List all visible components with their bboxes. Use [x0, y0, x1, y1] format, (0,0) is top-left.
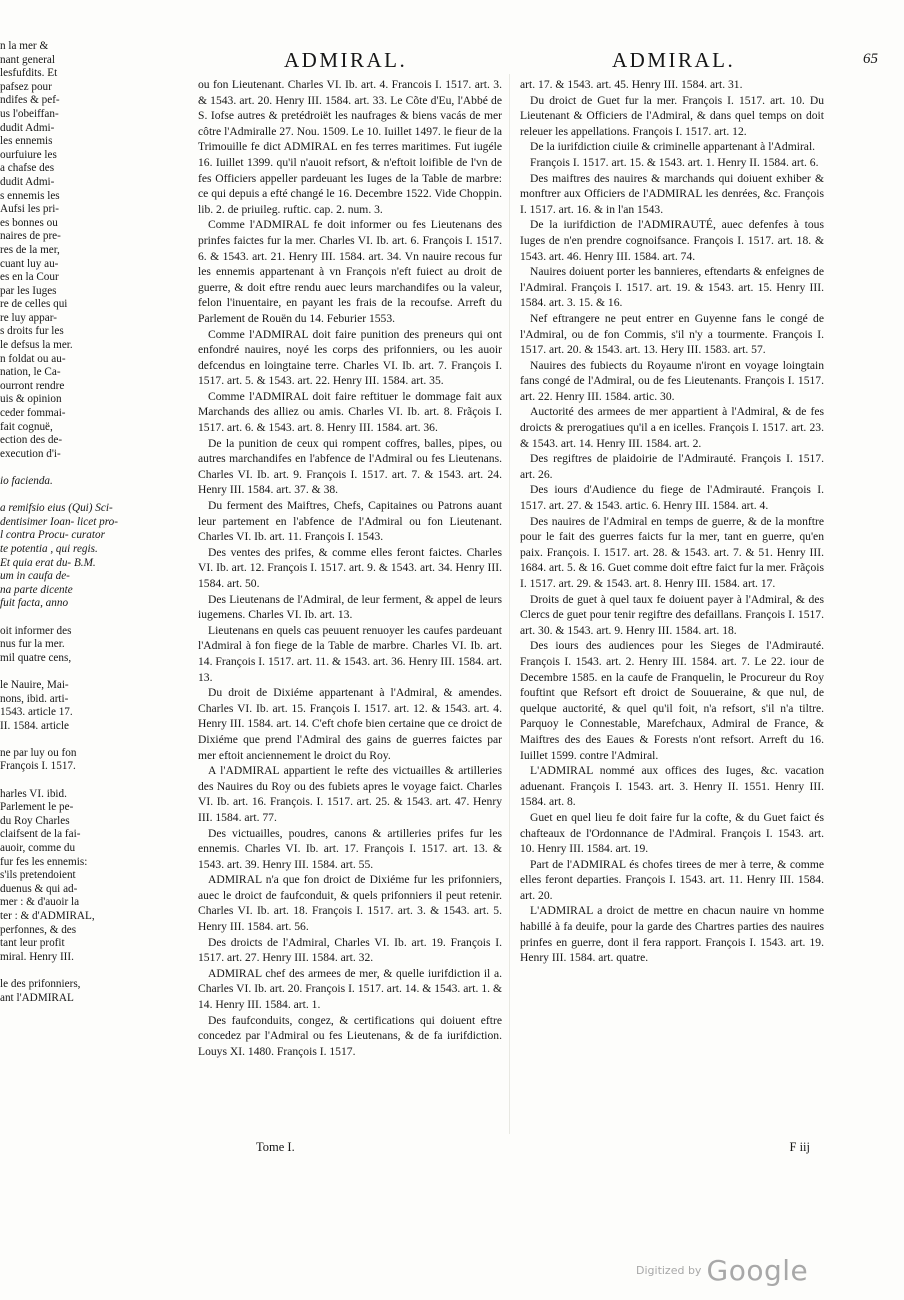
article-entry: Des regiftres de plaidoirie de l'Admirauté. François I. 1517. art. 26. — [520, 452, 824, 481]
margin-line: na parte dicente — [0, 583, 73, 596]
margin-line: duenus & qui ad- — [0, 882, 78, 895]
margin-line — [0, 665, 92, 679]
article-entry: Nef eftrangere ne peut entrer en Guyenne fans le congé de l'Admiral, ou de fon Commis, s'il n'y a tourmente. François I. 1517. art. 20. & 1543. art. 13. Hery III. 1583. art. 57. — [520, 311, 824, 357]
margin-line: s'ils pretendoient — [0, 869, 76, 882]
margin-line: le Nauire, Mai- — [0, 678, 69, 691]
margin-line: Aufsi les pri- — [0, 203, 60, 216]
margin-line: nons, ibid. arti- — [0, 692, 69, 705]
article-entry: Des Lieutenans de l'Admiral, de leur ferment, & appel de leurs iugemens. Charles VI. Ib. art. 13. — [198, 592, 502, 622]
margin-line: oit informer des — [0, 624, 72, 637]
volume-label: Tome I. — [256, 1140, 295, 1154]
margin-line: ndifes & pef- — [0, 94, 60, 107]
margin-line: s ennemis les — [0, 189, 60, 202]
margin-line — [0, 774, 92, 788]
margin-line: auoir, comme du — [0, 842, 76, 855]
margin-line: ceder fommai- — [0, 407, 66, 420]
margin-line: miral. Henry III. — [0, 950, 74, 963]
margin-line: mil quatre cens, — [0, 651, 72, 664]
signature-mark: F iij — [789, 1140, 810, 1154]
article-entry: art. 17. & 1543. art. 45. Henry III. 1584. art. 31. — [520, 78, 743, 91]
margin-line: res de la mer, — [0, 243, 60, 256]
margin-line: a chafse des — [0, 162, 55, 175]
margin-line: cuant luy au- — [0, 257, 59, 270]
page-footer — [198, 1140, 838, 1160]
margin-line — [0, 964, 92, 978]
article-entry: Auctorité des armees de mer appartient à l'Admiral, & de fes droicts & prerogatiues qu'il a en icelles. François I. 1517. art. 23. & 1543. art. 14. Henry III. 1584. art. 2. — [520, 405, 824, 450]
article-entry: Du ferment des Maiftres, Chefs, Capitaines ou Patrons auant leur partement en l'abfence de l'Admiral ou fon Lieutenant. Charles VI. Ib. art. 11. François I. 1543. — [198, 499, 502, 544]
margin-line: re luy appar- — [0, 311, 57, 324]
header-right-title: ADMIRAL. — [612, 48, 736, 72]
article-entry: ADMIRAL chef des armees de mer, & quelle iurifdiction il a. Charles VI. Ib. art. 20. François I. 1517. art. 14. & 1543. art. 1. & 14. Henry III. 1584. art. 1. — [198, 966, 502, 1012]
margin-line: nus fur la mer. — [0, 638, 65, 651]
margin-line: a remifsio eius (Qui) Sci- — [0, 502, 113, 515]
article-entry: Comme l'ADMIRAL doit faire punition des preneurs qui ont enfondré nauires, noyé les corps des prifonniers, ou les auoir defcendus en loingtaine terre. Charles VI. Ib. art. 7. François I. 1517. art. 5. & 1543. art. 22. Henry III. 1584. art. 35. — [198, 327, 502, 388]
left-column — [198, 77, 502, 1059]
article-entry: Du droit de Dixiéme appartenant à l'Admiral, & amendes. Charles VI. Ib. art. 15. François I. 1517. art. 12. & 1543. art. 4. Henry III. 1584. art. 14. C'eft chofe bien certaine que ce droict de Dixiéme que prend l'Admiral des gains de guerres faictes par mer eftoit anciennement le droict du Roy. — [198, 686, 502, 762]
right-column — [520, 77, 824, 966]
margin-line — [0, 611, 92, 625]
margin-line: François I. 1517. — [0, 760, 76, 773]
margin-line: es en la Cour — [0, 271, 59, 284]
margin-line: ant l'ADMIRAL — [0, 991, 74, 1004]
article-entry: De la iurifdiction de l'ADMIRAUTÉ, auec defenfes à tous Iuges de n'en prendre cognoifsance. François I. 1517. art. 18. & 1543. art. 46. Henry III. 1584. art. 74. — [520, 218, 824, 263]
article-entry: Nauires doiuent porter les bannieres, eftendarts & enfeignes de l'Admiral. François I. 1517. art. 19. & 1543. art. 15. Henry III. 1584. art. 3. 15. & 16. — [520, 265, 824, 310]
margin-line: dudit Admi- — [0, 121, 55, 134]
margin-line: um in caufa de- — [0, 570, 70, 583]
margin-line: us l'obeiffan- — [0, 107, 59, 120]
margin-line: fur fes les ennemis: — [0, 855, 88, 868]
margin-line: 1543. article 17. — [0, 706, 73, 719]
watermark-brand: Google — [706, 1254, 809, 1287]
article-entry: Des maiftres des nauires & marchands qui doiuent exhiber & monftrer aux Officiers de l'ADMIRAL les denrées, &c. François I. 1517. art. 16. & in l'an 1543. — [520, 171, 824, 216]
article-entry: Lieutenans en quels cas peuuent renuoyer les caufes pardeuant l'Admiral à fon fiege de la Table de marbre. Charles VI. Ib. art. 14. François I. 1517. art. 11. & 1543. art. 36. Henry III. 1584. art. 13. — [198, 623, 502, 684]
article-entry: Du droict de Guet fur la mer. François I. 1517. art. 10. Du Lieutenant & Officiers de l'Admiral, & dans quel temps on doit releuer les appellations. François I. 1517. art. 12. — [520, 93, 824, 138]
margin-line: le des prifonniers, — [0, 977, 81, 990]
article-entry: Comme l'ADMIRAL fe doit informer ou fes Lieutenans des prinfes faictes fur la mer. Charles VI. Ib. art. 6. François I. 1517. 6. & 1543. art. 21. Henry III. 1584. art. 34. Vn nauire recous fur les ennemis appartenant à vn François n'eft fuiect au droit de guerre, & doit eftre rendu auec leurs marchandifes ou la valeur, felon l'inuentaire, en payant les frais de la recoufse. Arreft du Parlement de Rouën du 14. Feburier 1553. — [198, 218, 502, 325]
previous-page-margin-fragment — [0, 40, 118, 1005]
margin-line: tant leur profit — [0, 937, 65, 950]
margin-line: II. 1584. article — [0, 719, 69, 732]
margin-line: ne par luy ou fon — [0, 746, 77, 759]
margin-line: dentisimer Ioan- licet pro- — [0, 515, 118, 528]
running-header — [200, 48, 878, 78]
margin-line: claifsent de la fai- — [0, 828, 81, 841]
article-entry: Des iours d'Audience du fiege de l'Admirauté. François I. 1517. art. 27. & 1543. artic. 6. Henry III. 1584. art. 4. — [520, 483, 824, 513]
article-entry: L'ADMIRAL a droict de mettre en chacun nauire vn homme habillé à fa deuife, pour la garde des Chartres parties des nauires prinfes en guerre, dont il fera rapport. François I. 1543. art. 19. Henry III. 1584. art. quatre. — [520, 904, 824, 965]
margin-line: io facienda. — [0, 475, 53, 487]
article-entry: A l'ADMIRAL appartient le refte des victuailles & artilleries des Nauires du Roy ou des fubiets apres le voyage faict. Charles VI. Ib. art. 16. François. I. 1517. art. 25. & 1543. art. 47. Henry III. 1584. art. 77. — [198, 764, 502, 824]
margin-line: uis & opinion — [0, 393, 62, 406]
margin-line: du Roy Charles — [0, 814, 70, 827]
article-entry: Part de l'ADMIRAL és chofes tirees de mer à terre, & comme elles feront departies. François I. 1543. art. 11. Henry III. 1584. art. 20. — [520, 857, 824, 902]
margin-line: naires de pre- — [0, 230, 61, 243]
margin-line: ourfuiure les — [0, 148, 57, 161]
article-entry: Des faufconduits, congez, & certifications qui doiuent eftre concedez par l'Admiral ou fes Lieutenans, & de fa iurifdiction. Louys XI. 1480. François I. 1517. — [198, 1013, 502, 1058]
margin-line — [0, 489, 92, 503]
margin-line: le defsus la mer. — [0, 339, 73, 352]
margin-line: re de celles qui — [0, 298, 68, 311]
margin-line: les ennemis — [0, 135, 53, 148]
margin-line: ter : & d'ADMIRAL, — [0, 910, 95, 922]
page-number: 65 — [863, 51, 878, 67]
article-entry: Comme l'ADMIRAL doit faire reftituer le dommage fait aux Marchands des alliez ou amis. Charles VI. Ib. art. 8. Frãçois I. 1517. art. 6. & 1543. art. 8. Henry III. 1584. art. 36. — [198, 389, 502, 435]
watermark-prefix: Digitized by — [636, 1264, 702, 1277]
margin-line: ourront rendre — [0, 379, 65, 392]
margin-line: Parlement le pe- — [0, 801, 74, 814]
margin-line: Et quia erat du- B.M. — [0, 556, 96, 569]
column-gutter — [509, 74, 510, 1134]
margin-line: ection des de- — [0, 434, 63, 447]
article-entry: Droits de guet à quel taux fe doiuent payer à l'Admiral, & des Clercs de guet pour tenir regiftre des defaillans. François I. 1517. art. 30. & 1543. art. 9. Henry III. 1584. art. 18. — [520, 592, 824, 637]
article-entry: Nauires des fubiects du Royaume n'iront en voyage loingtain fans congé de l'Admiral, ou de fes Lieutenants. François I. 1517. art. 22. Henry III. 1584. artic. 30. — [520, 358, 824, 403]
header-left-title: ADMIRAL. — [284, 48, 408, 72]
margin-line: te potentia , qui regis. — [0, 542, 98, 555]
article-entry: ou fon Lieutenant. Charles VI. Ib. art. 4. Francois I. 1517. art. 3. & 1543. art. 20. Henry III. 1584. art. 33. Le Cõte d'Eu, l'Abbé de S. Iofse autres & pretédroiët les naufrages & biens vacás de mer côtre l'Admiralle 27. Nou. 1509. Le 10. Iuillet 1497. le fieur de la Trimouille fe dict ADMIRAL en fes terres maritimes. Fut iugéle 16. Iuillet 1399. qu'il n'auoit refsort, & n'eftoit loifible de l'vn de fes Officiers appeller pardeuant les Iuges de la Table de marbre: ce qui depuis a efté changé le 16. Decembre 1522. Vide Choppin. lib. 2. de priuileg. ruftic. cap. 2. num. 3. — [198, 78, 502, 216]
margin-line: l contra Procu- curator — [0, 529, 105, 542]
article-entry: L'ADMIRAL nommé aux offices des Iuges, &c. vacation aduenant. François I. 1543. art. 3. Henry II. 1551. Henry III. 1584. art. 8. — [520, 764, 824, 809]
margin-line: fait cognuë, — [0, 420, 53, 433]
article-entry: Des ventes des prifes, & comme elles feront faictes. Charles VI. Ib. art. 12. François I. 1517. art. 9. & 1543. art. 34. Henry III. 1584. art. 50. — [198, 545, 502, 590]
margin-line: execution d'i- — [0, 447, 61, 460]
margin-line: nant general — [0, 53, 55, 66]
article-entry: Des nauires de l'Admiral en temps de guerre, & de la monftre pour le fait des guerres faicts fur la mer, tant en guerre, qu'en paix. François. I. 1517. art. 28. & 1543. art. 7. & 51. Henry III. 1684. art. 5. & 16. Guet comme doit eftre faict fur la mer. Frãçois I. 1517. art. 29. & 1543. art. 8. Henry III. 1584. art. 17. — [520, 514, 824, 590]
margin-line — [0, 733, 92, 747]
margin-line: es bonnes ou — [0, 216, 58, 229]
margin-line: n la mer & — [0, 40, 49, 52]
article-entry: De la punition de ceux qui rompent coffres, balles, pipes, ou autres marchandifes en l'abfence de l'Admiral ou fes Lieutenans. Charles VI. Ib. art. 9. François I. 1517. art. 7. & 1543. art. 24. Henry III. 1584. art. 37. & 38. — [198, 436, 502, 497]
article-entry: Des iours des audiences pour les Sieges de l'Admirauté. François I. 1543. art. 2. Henry III. 1584. art. 7. Le 22. iour de Decembre 1585. en la caufe de Franquelin, le Procureur du Roy fouftint que Refsort eft droict de Souueraine, & que nul, de quelque auctorité, & quel qu'il foit, n'a refsort, s'il n'a tiltre. Parquoy le Connestable, Marefchaux, Admiral de France, & Maiftres des des Eaues & Forests n'ont refsort. Arreft du 16. Iuillet 1599. contre l'Admiral. — [520, 639, 824, 762]
margin-line: fuit facta, anno — [0, 597, 69, 610]
digitized-by-google-watermark — [636, 1254, 808, 1287]
article-entry: Des victuailles, poudres, canons & artilleries prifes fur les ennemis. Charles VI. Ib. art. 17. François I. 1517. art. 13. & 1543. art. 39. Henry III. 1584. art. 55. — [198, 826, 502, 871]
margin-line: pafsez pour — [0, 80, 52, 93]
article-entry: Des droicts de l'Admiral, Charles VI. Ib. art. 19. François I. 1517. art. 27. Henry III. 1584. art. 32. — [198, 935, 502, 965]
margin-line: nation, le Ca- — [0, 366, 61, 379]
article-entry: François I. 1517. art. 15. & 1543. art. 1. Henry II. 1584. art. 6. — [530, 155, 819, 169]
margin-line — [0, 461, 92, 475]
margin-line: lesfufdits. Et — [0, 67, 58, 80]
margin-line: s droits fur les — [0, 325, 64, 338]
article-entry: ADMIRAL n'a que fon droict de Dixiéme fur les prifonniers, auec le droict de faufconduit, & quels prifonniers il peut retenir. Charles VI. Ib. art. 18. François I. 1517. art. 3. & 1543. art. 5. Henry III. 1584. art. 56. — [198, 873, 502, 934]
margin-line: mer : & d'auoir la — [0, 896, 80, 909]
article-entry: De la iurifdiction ciuile & criminelle appartenant à l'Admiral. — [530, 140, 816, 154]
article-entry: Guet en quel lieu fe doit faire fur la cofte, & du Guet faict és chafteaux de l'Ordonnance de l'Admiral. François I. 1543. art. 10. Henry III. 1584. art. 19. — [520, 810, 824, 856]
margin-line: n foldat ou au- — [0, 352, 66, 365]
margin-line: dudit Admi- — [0, 175, 55, 188]
margin-line: par les Iuges — [0, 284, 57, 297]
margin-line: perfonnes, & des — [0, 923, 77, 936]
margin-line: harles VI. ibid. — [0, 787, 67, 800]
